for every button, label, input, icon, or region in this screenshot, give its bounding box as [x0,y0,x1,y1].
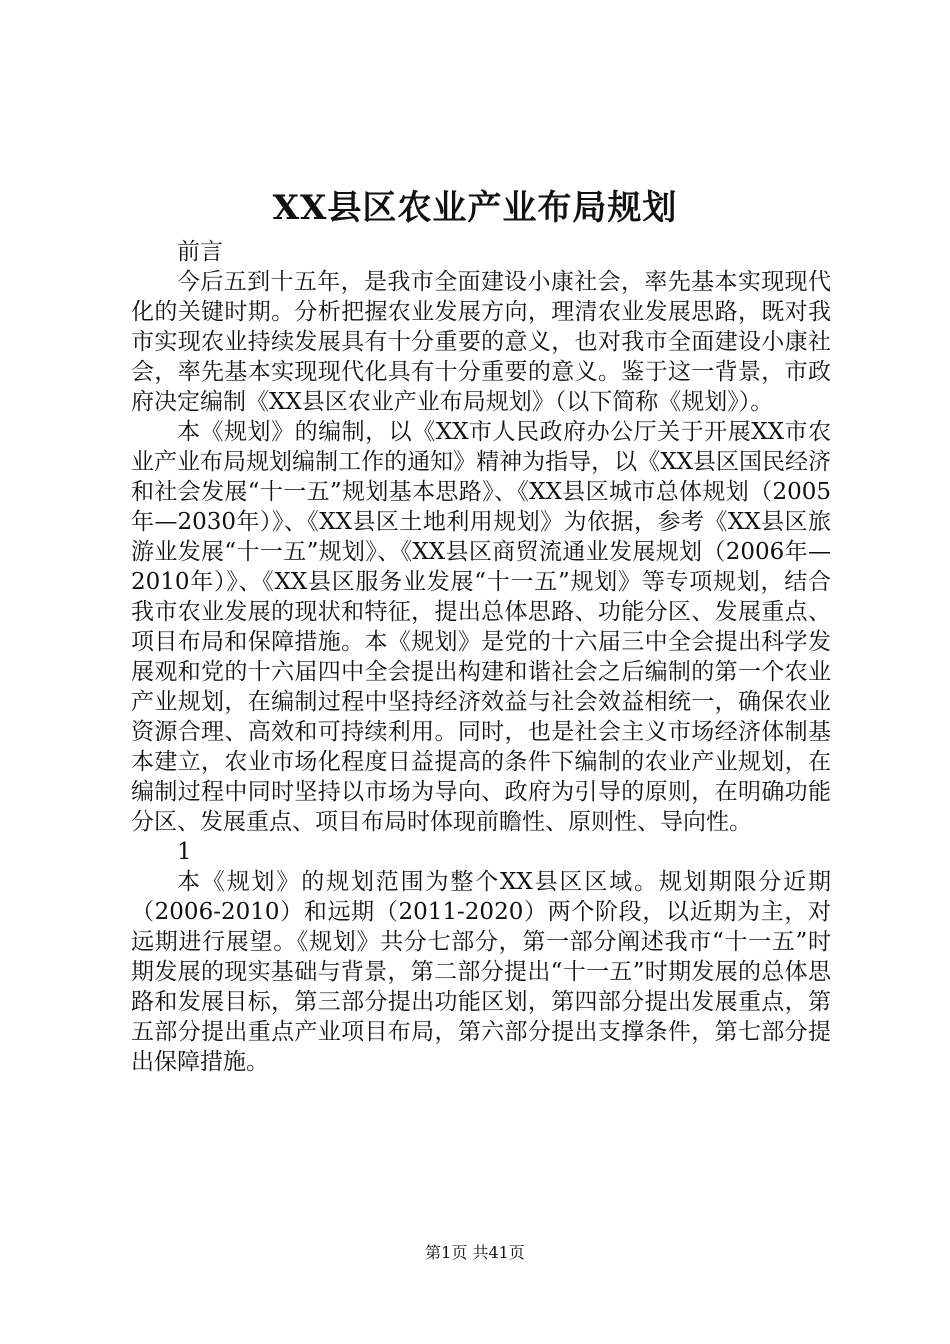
paragraph-scope: 本《规划》的规划范围为整个XX县区区域。规划期限分近期（2006-2010）和远期（2011-2020）两个阶段，以近期为主，对远期进行展望。《规划》共分七部分，第一部分阐述我市“十一五”时期发展的现实基础与背景，第二部分提出“十一五”时期发展的总体思路和发展目标，第三部分提出功能区划，第四部分提出发展重点，第五部分提出重点产业项目布局，第六部分提出支撑条件，第七部分提出保障措施。 [131,869,831,1075]
inline-page-number: 1 [177,839,192,865]
page-footer: 第1页 共41页 [425,1243,525,1262]
paragraph-compilation: 本《规划》的编制，以《XX市人民政府办公厅关于开展XX市农业产业布局规划编制工作的通知》精神为指导，以《XX县区国民经济和社会发展“十一五”规划基本思路》、《XX县区城市总体规划（2005年—2030年）》、《XX县区土地利用规划》为依据，参考《XX县区旅游业发展“十一五”规划》、《XX县区商贸流通业发展规划（2006年—2010年）》、《XX县区服务业发展“十一五”规划》等专项规划，结合我市农业发展的现状和特征，提出总体思路、功能分区、发展重点、项目布局和保障措施。本《规划》是党的十六届三中全会提出科学发展观和党的十六届四中全会提出构建和谐社会之后编制的第一个农业产业规划，在编制过程中坚持经济效益与社会效益相统一，确保农业资源合理、高效和可持续利用。同时，也是社会主义市场经济体制基本建立，农业市场化程度日益提高的条件下编制的农业产业规划，在编制过程中同时坚持以市场为导向、政府为引导的原则，在明确功能分区、发展重点、项目布局时体现前瞻性、原则性、导向性。 [131,419,831,835]
paragraph-intro: 今后五到十五年，是我市全面建设小康社会，率先基本实现现代化的关键时期。分析把握农业发展方向，理清农业发展思路，既对我市实现农业持续发展具有十分重要的意义，也对我市全面建设小康社会，率先基本实现现代化具有十分重要的意义。鉴于这一背景，市政府决定编制《XX县区农业产业布局规划》（以下简称《规划》）。 [131,269,831,415]
preface-heading: 前言 [177,239,223,265]
document-body [131,237,831,1077]
document-title: XX县区农业产业布局规划 [272,188,678,228]
